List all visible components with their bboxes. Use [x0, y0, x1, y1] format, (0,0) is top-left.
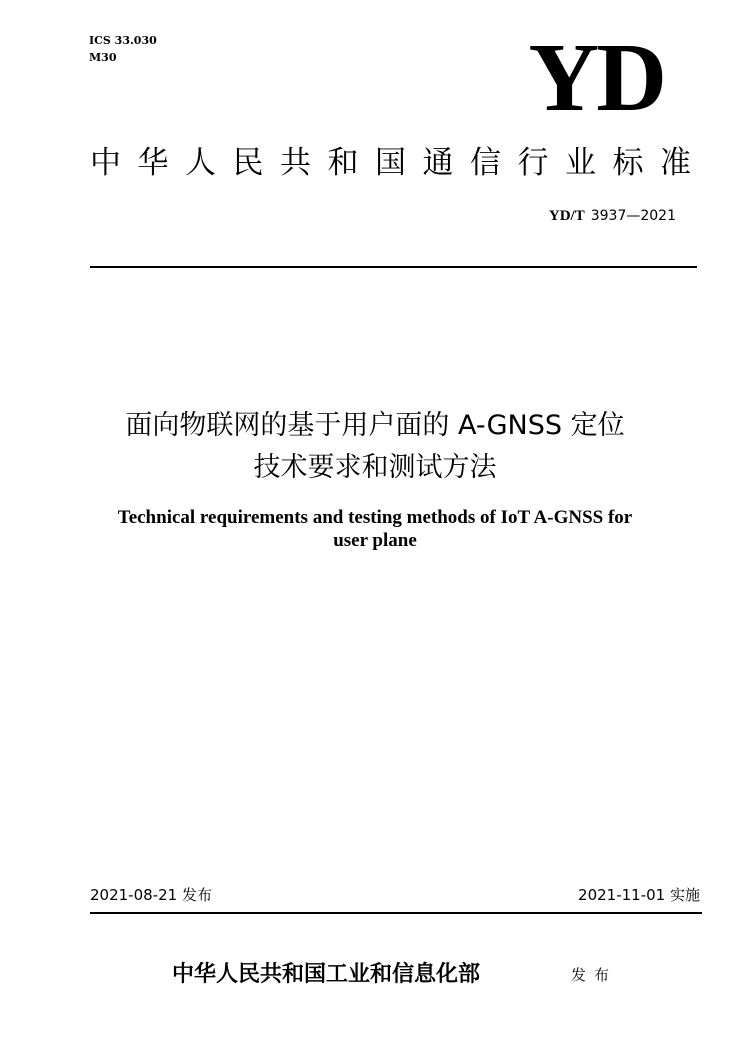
ics-code: ICS 33.030 [89, 34, 157, 47]
yd-logo: YD [528, 24, 664, 132]
title-en-line2: user plane [333, 530, 417, 551]
bottom-divider [90, 912, 702, 914]
standard-number-prefix: YD/T [548, 208, 585, 224]
standard-category: 中华人民共和国通信行业标准 [90, 145, 708, 181]
implement-date: 2021-11-01 实施 [578, 886, 700, 904]
classification-codes [89, 32, 157, 66]
ccs-code: M30 [89, 51, 117, 64]
title-cn-line1: 面向物联网的基于用户面的 A-GNSS 定位 [125, 410, 625, 441]
issuer-name: 中华人民共和国工业和信息化部 [172, 961, 481, 987]
title-cn-line2: 技术要求和测试方法 [253, 452, 497, 483]
title-en-line1: Technical requirements and testing methods of IoT A-GNSS for [117, 507, 633, 528]
publish-date: 2021-08-21 发布 [90, 886, 212, 904]
standard-number-value: 3937—2021 [590, 208, 676, 224]
issue-label: 发布 [571, 966, 618, 984]
top-divider [90, 266, 697, 268]
standard-number [549, 206, 676, 226]
